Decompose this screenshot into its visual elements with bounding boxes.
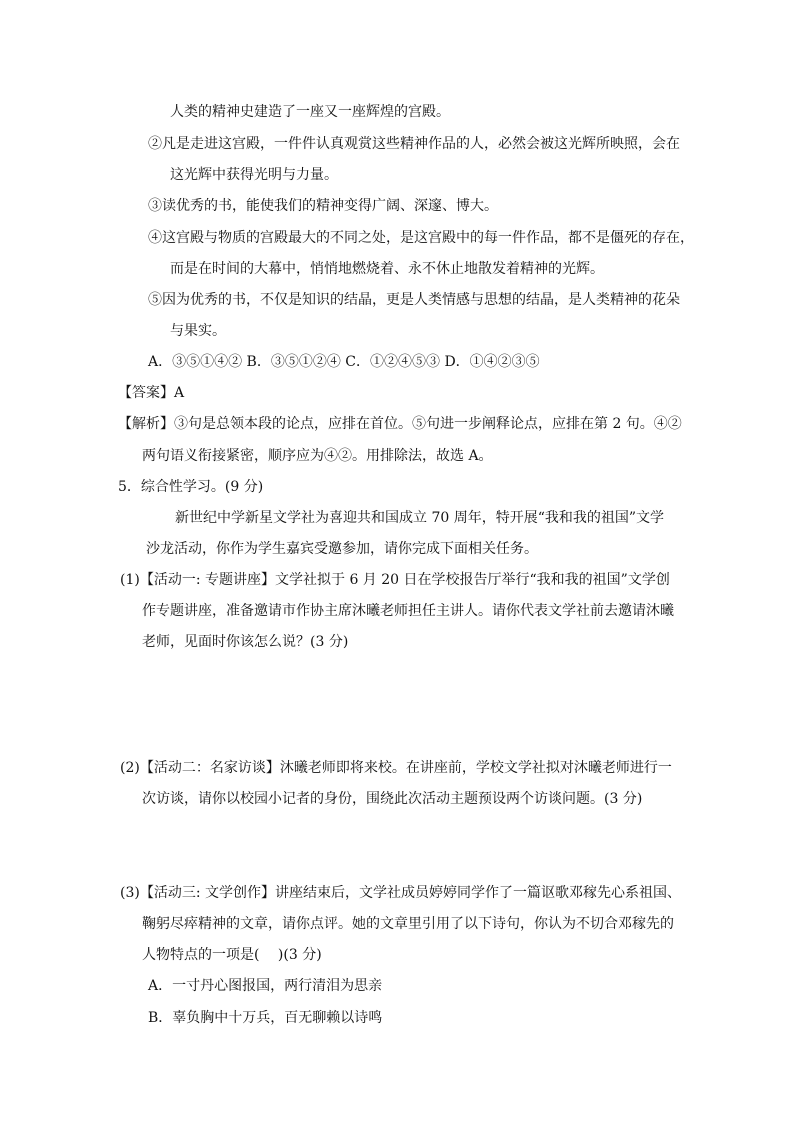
answer-options: A．③⑤①④② B．③⑤①②④ C．①②④⑤③ D．①④②③⑤	[148, 354, 540, 370]
sub-question-2-line-2: 次访谈，请你以校园小记者的身份，围绕此次活动主题预设两个访谈问题。(3 分)	[142, 791, 643, 807]
sub-question-3-line-1: (3)【活动三: 文学创作】讲座结束后，文学社成员婷婷同学作了一篇讴歌邓稼先心系祖国、	[120, 885, 681, 901]
sentence-4-line-1: ④这宫殿与物质的宫殿最大的不同之处，是这宫殿中的每一件作品，都不是僵死的存在，	[148, 230, 694, 246]
top-line-1: 人类的精神史建造了一座又一座辉煌的宫殿。	[170, 104, 450, 120]
sentence-2-line-2: 这光辉中获得光明与力量。	[170, 167, 338, 183]
analysis-line-2: 两句语义衔接紧密，顺序应为④②。用排除法，故选 A。	[142, 448, 493, 464]
question-5-intro-line-2: 沙龙活动，你作为学生嘉宾受邀参加，请你完成下面相关任务。	[146, 541, 538, 557]
sentence-5-line-1: ⑤因为优秀的书，不仅是知识的结晶，更是人类情感与思想的结晶，是人类精神的花朵	[148, 292, 680, 308]
sentence-5-line-2: 与果实。	[170, 323, 226, 339]
sub-question-1-line-1: (1)【活动一: 专题讲座】文学社拟于 6 月 20 日在学校报告厅举行“我和我的祖国”文学创	[120, 572, 670, 588]
question-5-header: 5．综合性学习。(9 分)	[118, 479, 264, 495]
sub-question-2-line-1: (2)【活动二：名家访谈】沐曦老师即将来校。在讲座前，学校文学社拟对沐曦老师进行一	[120, 760, 672, 776]
sub-question-3-line-2: 鞠躬尽瘁精神的文章，请你点评。她的文章里引用了以下诗句，你认为不切合邓稼先的	[142, 916, 674, 932]
sentence-4-line-2: 而是在时间的大幕中，悄悄地燃烧着、永不休止地散发着精神的光辉。	[170, 261, 604, 277]
sentence-2-line-1: ②凡是走进这宫殿，一件件认真观赏这些精神作品的人，必然会被这光辉所映照，会在	[148, 136, 680, 152]
sentence-3: ③读优秀的书，能使我们的精神变得广阔、深邃、博大。	[148, 198, 498, 214]
option-b: B．辜负胸中十万兵，百无聊赖以诗鸣	[148, 1010, 383, 1026]
sub-question-1-line-3: 老师，见面时你该怎么说？(3 分)	[142, 634, 349, 650]
sub-question-3-line-3: 人物特点的一项是( )(3 分)	[142, 947, 322, 963]
analysis-line-1: 【解析】③句是总领本段的论点，应排在首位。⑤句进一步阐释论点，应排在第 2 句。④②	[118, 416, 682, 432]
question-5-intro-line-1: 新世纪中学新星文学社为喜迎共和国成立 70 周年，特开展“我和我的祖国”文学	[175, 510, 665, 526]
option-a: A．一寸丹心图报国，两行清泪为思亲	[148, 978, 383, 994]
answer-label: 【答案】A	[118, 385, 185, 401]
sub-question-1-line-2: 作专题讲座，准备邀请市作协主席沐曦老师担任主讲人。请你代表文学社前去邀请沐曦	[142, 603, 674, 619]
